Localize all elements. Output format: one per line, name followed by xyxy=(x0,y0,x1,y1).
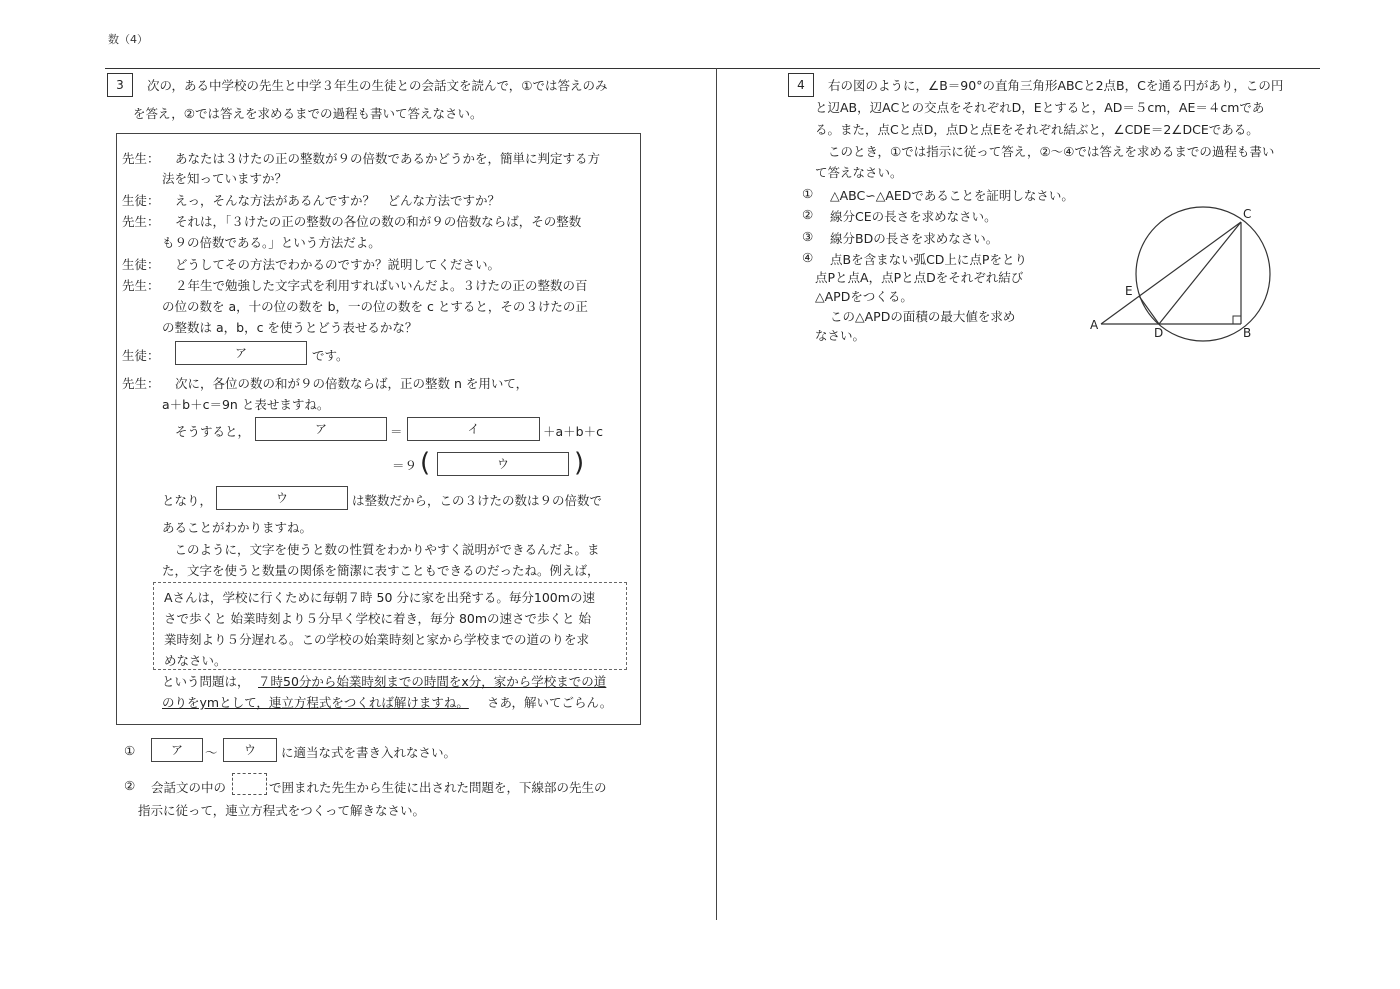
q4-item-text: 線分BDの長さを求めなさい。 xyxy=(830,231,999,246)
q4-item-text: 点Bを含まない弧CD上に点Pをとり xyxy=(830,252,1027,267)
sub-question-1-number: ① xyxy=(124,743,136,758)
sub-question-2-text: 会話文の中の xyxy=(151,780,227,795)
dashed-box-symbol xyxy=(232,773,267,795)
dialogue-line: の整数は a，b，c を使うとどう表せるかな？ xyxy=(162,320,418,335)
label-e: E xyxy=(1125,284,1133,298)
close-paren: ) xyxy=(574,448,585,478)
answer-box-a: ア xyxy=(151,738,203,762)
open-paren: ( xyxy=(420,448,431,478)
dialogue-line: それは，「３けたの正の整数の各位の数の和が９の倍数ならば，その整数 xyxy=(175,214,582,229)
page-label: 数（4） xyxy=(108,33,148,46)
q4-item-text: △APDをつくる。 xyxy=(815,289,913,304)
label-c: C xyxy=(1243,207,1252,221)
label-b: B xyxy=(1243,326,1252,340)
q3-intro-line-1: 次の，ある中学校の先生と中学３年生の生徒との会話文を読んで，①では答えのみ xyxy=(147,78,608,93)
q3-intro-line-2: を答え，②では答えを求めるまでの過程も書いて答えなさい。 xyxy=(133,106,483,121)
q4-intro-line-1: 右の図のように，∠B＝90°の直角三角形ABCと2点B，Cを通る円があり，この円 xyxy=(828,78,1284,93)
dialogue-line: このように，文字を使うと数の性質をわかりやすく説明ができるんだよ。ま xyxy=(162,542,600,557)
q4-item-text: この△APDの面積の最大値を求め xyxy=(830,309,1016,324)
question-3-number: 3 xyxy=(107,73,133,97)
speaker-teacher: 先生： xyxy=(122,278,160,293)
dialogue-line: 次に，各位の数の和が９の倍数ならば，正の整数 n を用いて， xyxy=(175,376,529,391)
answer-box-u: ウ xyxy=(216,486,348,510)
dialogue-line: は整数だから，この３けたの数は９の倍数で xyxy=(352,493,603,508)
tilde: 〜 xyxy=(205,745,218,760)
dialogue-line: です。 xyxy=(312,348,349,363)
q4-item-number: ④ xyxy=(802,250,814,265)
dialogue-line: ＝９ xyxy=(392,458,418,473)
dialogue-line: た，文字を使うと数量の関係を簡潔に表すこともできるのだったね。例えば， xyxy=(162,563,600,578)
problem-line: さで歩くと 始業時刻より５分早く学校に着き，毎分 80mの速さで歩くと 始 xyxy=(164,611,592,626)
dialogue-line: あることがわかりますね。 xyxy=(162,520,313,535)
sub-question-2-text: 指示に従って，連立方程式をつくって解きなさい。 xyxy=(138,803,426,818)
equals-sign: ＝ xyxy=(390,424,403,439)
q4-item-number: ② xyxy=(802,207,814,222)
dialogue-line: a＋b＋c＝9n と表せますね。 xyxy=(162,397,330,412)
segment-de xyxy=(1139,296,1159,324)
answer-box-a: ア xyxy=(255,417,387,441)
sub-question-2-number: ② xyxy=(124,778,136,793)
q4-item-number: ① xyxy=(802,186,814,201)
sub-question-2-text: で囲まれた先生から生徒に出された問題を，下線部の先生の xyxy=(269,780,607,795)
answer-box-u: ウ xyxy=(437,452,569,476)
dialogue-line: という問題は， xyxy=(162,674,250,689)
dialogue-line: ２年生で勉強した文字式を利用すればいいんだよ。３けたの正の整数の百 xyxy=(175,278,588,293)
speaker-teacher: 先生： xyxy=(122,151,160,166)
speaker-student: 生徒： xyxy=(122,348,160,363)
question-4-number: 4 xyxy=(788,73,814,97)
label-d: D xyxy=(1154,326,1164,340)
speaker-student: 生徒： xyxy=(122,257,160,272)
q4-item-text: 線分CEの長さを求めなさい。 xyxy=(830,209,997,224)
answer-box-a: ア xyxy=(175,341,307,365)
problem-line: Aさんは，学校に行くために毎朝７時 50 分に家を出発する。毎分100mの速 xyxy=(164,590,595,605)
q4-item-number: ③ xyxy=(802,229,814,244)
dialogue-line: どうしてその方法でわかるのですか？説明してください。 xyxy=(175,257,501,272)
problem-line: めなさい。 xyxy=(164,653,227,668)
sub-question-1-text: に適当な式を書き入れなさい。 xyxy=(281,745,457,760)
geometry-figure xyxy=(1085,198,1285,348)
dialogue-line: さあ，解いてごらん。 xyxy=(487,695,613,710)
q4-item-text: なさい。 xyxy=(815,328,866,343)
dialogue-line: も９の倍数である。」という方法だよ。 xyxy=(162,235,381,250)
speaker-teacher: 先生： xyxy=(122,214,160,229)
underlined-instruction: ７時50分から始業時刻までの時間をx分，家から学校までの道 xyxy=(258,674,607,689)
q4-intro-line-2: と辺AB，辺ACとの交点をそれぞれD，Eとすると，AD＝５cm，AE＝４cmであ xyxy=(815,100,1265,115)
dialogue-line: えっ，そんな方法があるんですか？ どんな方法ですか？ xyxy=(175,193,501,208)
speaker-teacher: 先生： xyxy=(122,376,160,391)
top-rule xyxy=(105,68,1320,69)
speaker-student: 生徒： xyxy=(122,193,160,208)
dialogue-line: そうすると， xyxy=(175,424,251,439)
answer-box-u: ウ xyxy=(223,738,277,762)
label-a: A xyxy=(1090,318,1099,332)
column-divider xyxy=(716,68,717,920)
q4-intro-line-3: る。また，点Cと点D，点Dと点Eをそれぞれ結ぶと，∠CDE＝2∠DCEである。 xyxy=(815,122,1259,137)
right-angle-mark xyxy=(1233,316,1241,324)
q4-item-text: 点Pと点A，点Pと点Dをそれぞれ結び xyxy=(815,270,1024,285)
dialogue-line: ＋a＋b＋c xyxy=(543,424,603,439)
q4-item-text: △ABC∽△AEDであることを証明しなさい。 xyxy=(830,188,1074,203)
dialogue-line: となり， xyxy=(162,493,213,508)
dialogue-line: 法を知っていますか？ xyxy=(162,171,288,186)
dialogue-line: あなたは３けたの正の整数が９の倍数であるかどうかを，簡単に判定する方 xyxy=(175,151,601,166)
problem-line: 業時刻より５分遅れる。この学校の始業時刻と家から学校までの道のりを求 xyxy=(164,632,590,647)
q4-intro-line-5: て答えなさい。 xyxy=(815,165,903,180)
dialogue-line: の位の数を a，十の位の数を b，一の位の数を c とすると，その３けたの正 xyxy=(162,299,588,314)
answer-box-i: イ xyxy=(407,417,540,441)
q4-intro-line-4: このとき，①では指示に従って答え，②〜④では答えを求めるまでの過程も書い xyxy=(828,144,1275,159)
underlined-instruction: のりをymとして，連立方程式をつくれば解けますね。 xyxy=(162,695,469,710)
